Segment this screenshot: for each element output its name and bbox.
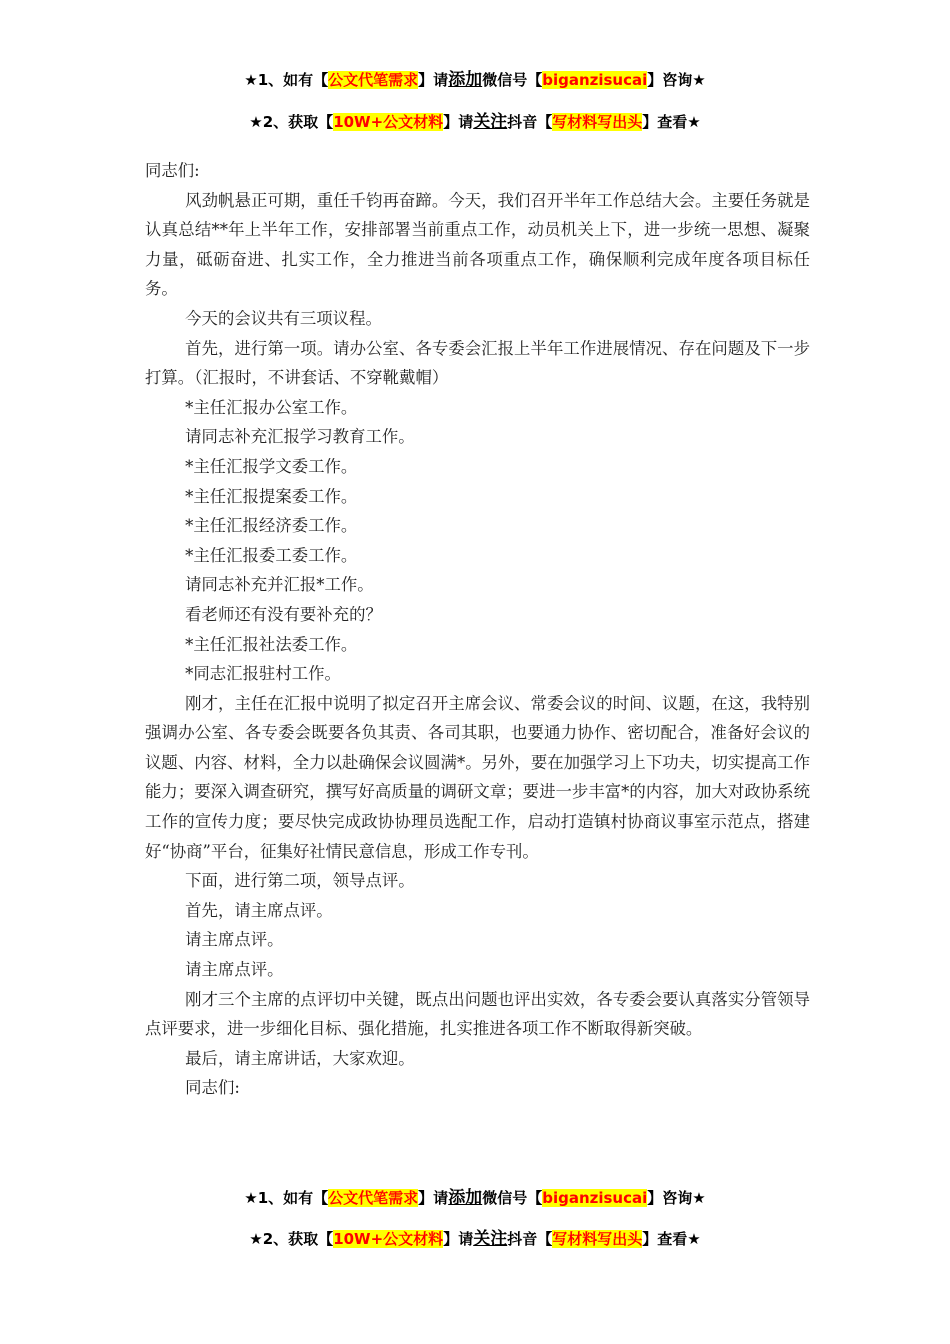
- paragraph: 请同志补充并汇报*工作。: [185, 575, 374, 595]
- banner-text: 】查看★: [642, 1230, 701, 1248]
- top-banner-line-2: [0, 111, 950, 133]
- highlight-service: 公文代笔需求: [328, 1189, 419, 1207]
- paragraph: *同志汇报驻村工作。: [185, 664, 341, 684]
- paragraph: *主任汇报委工委工作。: [185, 545, 358, 565]
- emphasis-follow: 关注: [473, 1229, 508, 1249]
- paragraph: 今天的会议共有三项议程。: [185, 308, 382, 328]
- banner-text: ★2、获取【: [249, 1230, 334, 1248]
- banner-text: 微信号【: [482, 71, 543, 89]
- emphasis-add: 添加: [448, 1188, 483, 1208]
- bottom-banner-line-2: [0, 1228, 950, 1250]
- paragraph: 首先，请主席点评。: [185, 900, 333, 920]
- document-body: [145, 156, 810, 1103]
- paragraph: *主任汇报提案委工作。: [185, 486, 358, 506]
- highlight-service: 公文代笔需求: [328, 71, 419, 89]
- top-banner-line-1: [0, 69, 950, 91]
- banner-text: 】咨询★: [647, 71, 706, 89]
- emphasis-add: 添加: [448, 70, 483, 90]
- salutation: 同志们:: [145, 161, 200, 180]
- paragraph: *主任汇报社法委工作。: [185, 634, 358, 654]
- paragraph: 刚才，主任在汇报中说明了拟定召开主席会议、常委会议的时间、议题，在这，我特别强调办公室、各专委会既要各负其责、各司其职，也要通力协作、密切配合，准备好会议的议题、内容、材料，全力以赴确保会议圆满*。另外，要在加强学习上下功夫，切实提高工作能力；要深入调查研究，撰写好高质量的调研文章；要进一步丰富*的内容，加大对政协系统工作的宣传力度；要尽快完成政协协理员选配工作，启动打造镇村协商议事室示范点，搭建好“协商”平台，征集好社情民意信息，形成工作专刊。: [145, 693, 810, 861]
- paragraph: 看老师还有没有要补充的？: [185, 604, 382, 624]
- paragraph: 请主席点评。: [185, 930, 284, 950]
- banner-text: 】查看★: [642, 113, 701, 131]
- banner-text: 】请: [418, 71, 449, 89]
- paragraph: *主任汇报办公室工作。: [185, 397, 358, 417]
- paragraph: 最后，请主席讲话，大家欢迎。: [185, 1048, 415, 1068]
- highlight-douyin: 写材料写出头: [552, 1230, 643, 1248]
- highlight-materials: 10W+公文材料: [333, 1230, 444, 1248]
- paragraph: *主任汇报学文委工作。: [185, 456, 358, 476]
- banner-text: 抖音【: [507, 1230, 553, 1248]
- banner-text: ★2、获取【: [249, 113, 334, 131]
- banner-text: 】请: [418, 1189, 449, 1207]
- emphasis-follow: 关注: [473, 112, 508, 132]
- highlight-materials: 10W+公文材料: [333, 113, 444, 131]
- banner-text: 】咨询★: [647, 1189, 706, 1207]
- banner-text: 抖音【: [507, 113, 553, 131]
- banner-text: 】请: [443, 113, 474, 131]
- highlight-wechat-id: biganzisucai: [542, 71, 648, 89]
- paragraph: 请主席点评。: [185, 960, 284, 980]
- paragraph: 同志们:: [185, 1078, 240, 1098]
- bottom-banner-line-1: [0, 1187, 950, 1209]
- paragraph: 风劲帆悬正可期，重任千钧再奋蹄。今天，我们召开半年工作总结大会。主要任务就是认真总结**年上半年工作，安排部署当前重点工作，动员机关上下，进一步统一思想、凝聚力量，砥砺奋进、扎实工作，全力推进当前各项重点工作，确保顺利完成年度各项目标任务。: [145, 190, 810, 299]
- paragraph: 请同志补充汇报学习教育工作。: [185, 427, 415, 447]
- highlight-wechat-id: biganzisucai: [542, 1189, 648, 1207]
- banner-text: ★1、如有【: [244, 71, 329, 89]
- paragraph: 首先，进行第一项。请办公室、各专委会汇报上半年工作进展情况、存在问题及下一步打算。（汇报时，不讲套话、不穿靴戴帽）: [145, 338, 810, 388]
- banner-text: ★1、如有【: [244, 1189, 329, 1207]
- paragraph: 下面，进行第二项，领导点评。: [185, 871, 415, 891]
- banner-text: 】请: [443, 1230, 474, 1248]
- banner-text: 微信号【: [482, 1189, 543, 1207]
- paragraph: 刚才三个主席的点评切中关键，既点出问题也评出实效，各专委会要认真落实分管领导点评要求，进一步细化目标、强化措施，扎实推进各项工作不断取得新突破。: [145, 989, 810, 1039]
- paragraph: *主任汇报经济委工作。: [185, 516, 358, 536]
- highlight-douyin: 写材料写出头: [552, 113, 643, 131]
